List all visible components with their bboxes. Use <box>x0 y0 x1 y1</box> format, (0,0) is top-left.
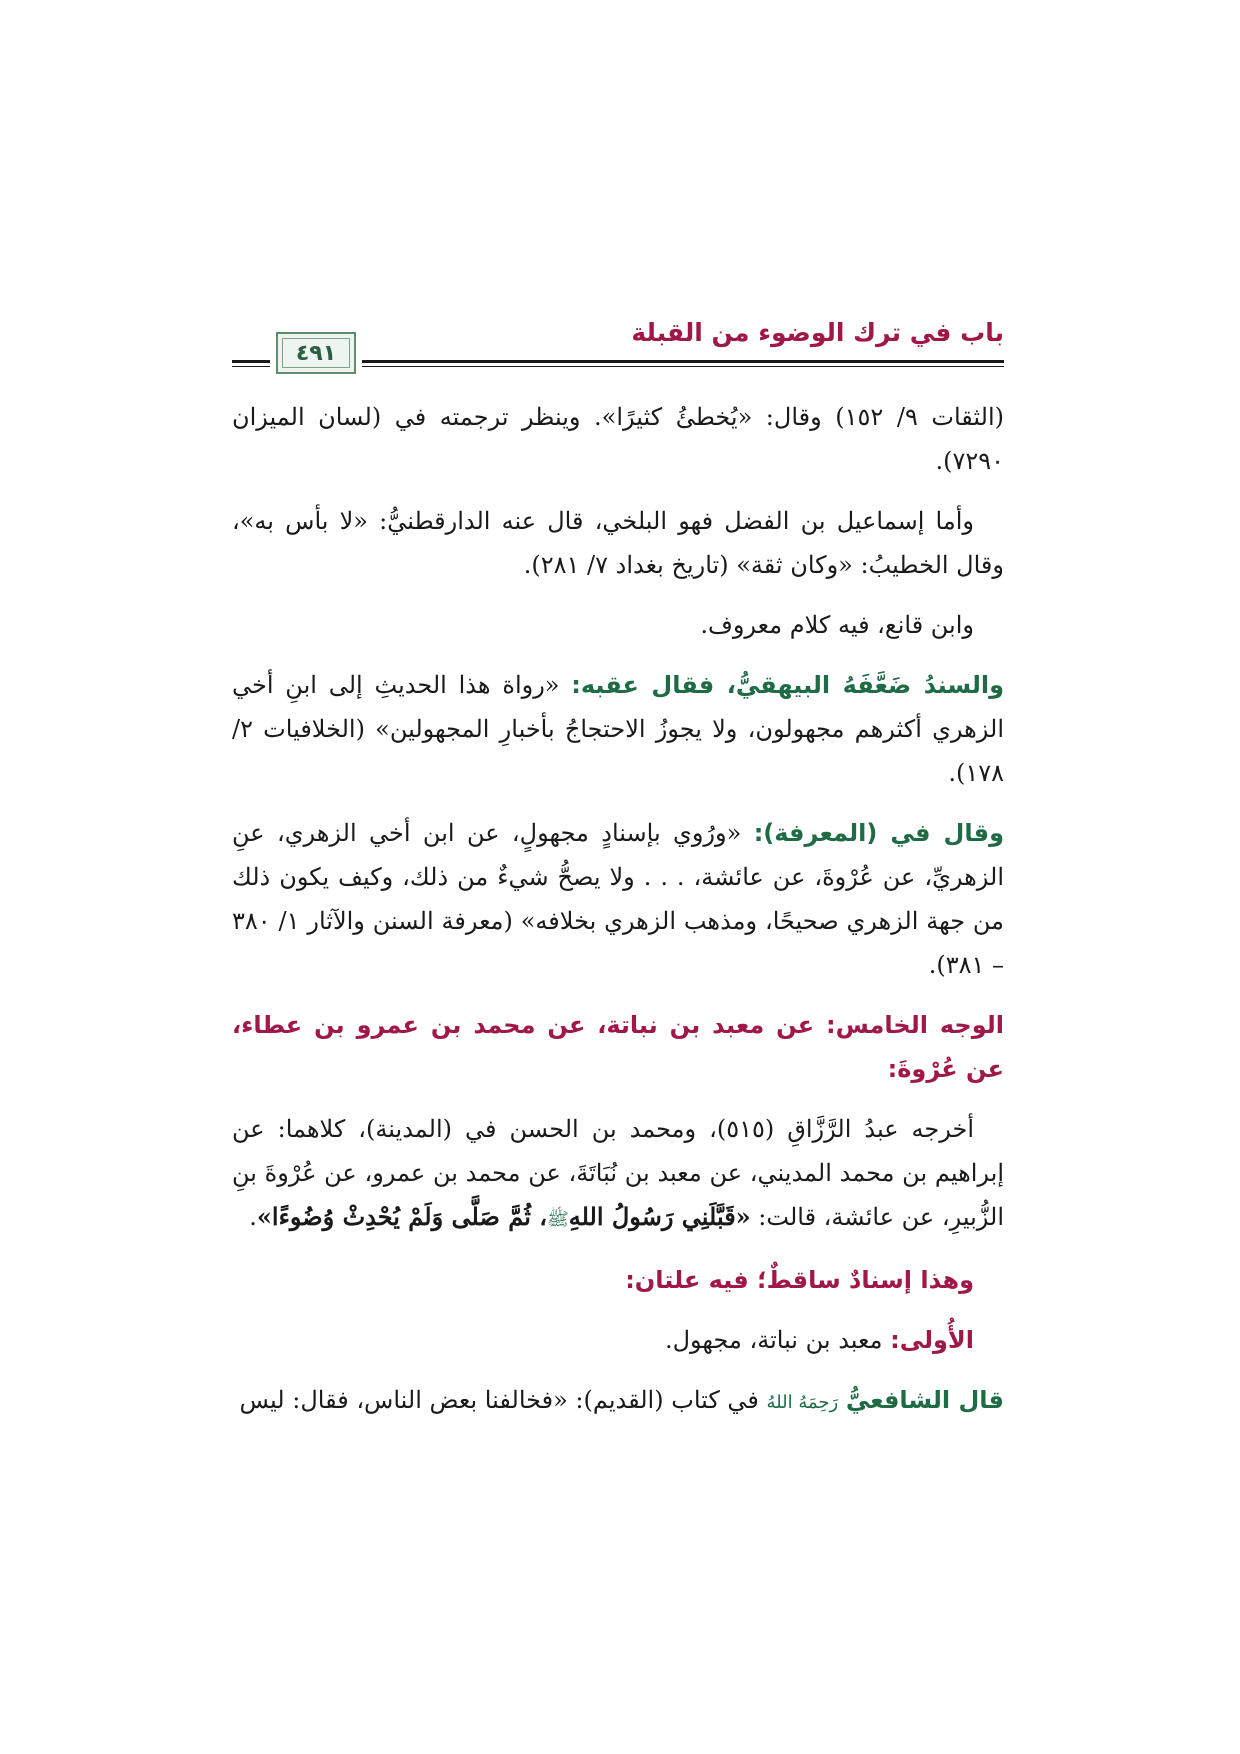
paragraph-text: «ورُوي بإسنادٍ مجهولٍ، عن ابن أخي الزهري، عنِ الزهريِّ، عن عُرْوةَ، عن عائشة، . . . ولا يصحُّ شيءٌ من ذلك، وكيف يكون ذلك من جهة الزهري صحيحًا، ومذهب الزهري بخلافه» (معرفة السنن والآثار ١/ ٣٨٠ – ٣٨١). <box>232 819 1005 979</box>
header-rule-left <box>232 360 270 363</box>
paragraph-text: «رواة هذا الحديثِ إلى ابنِ أخي الزهري أكثرهم مجهولون، ولا يجوزُ الاحتجاجُ بأخبارِ المجهولين» (الخلافيات ٢/ ١٧٨). <box>232 671 1004 787</box>
paragraph-text: أخرجه عبدُ الرَّزَّاقِ (٥١٥)، ومحمد بن الحسن في (المدينة)، كلاهما: عن إبراهيم بن محمد المديني، عن معبد بن نُبَاتَةَ، عن محمد بن عمرو، عن عُرْوةَ بنِ الزُّبيرِ، عن عائشة، قالت: <box>232 1115 1004 1231</box>
header-rule-left-thin <box>232 366 270 367</box>
paragraph-text: معبد بن نباتة، مجهول. <box>664 1326 891 1354</box>
page-number-badge <box>276 332 356 374</box>
chapter-title: باب في ترك الوضوء من القبلة <box>631 318 1004 347</box>
paragraph: (الثقات ٩/ ١٥٢) وقال: «يُخطئُ كثيرًا». وينظر ترجمته في (لسان الميزان ٧٢٩٠). <box>232 403 1005 475</box>
paragraph-lead: قال الشافعيُّ <box>845 1386 1004 1414</box>
paragraph-lead: والسندُ ضَعَّفَهُ البيهقيُّ، فقال عقبه: <box>571 671 1004 699</box>
section-heading: الوجه الخامس: عن معبد بن نباتة، عن محمد بن عمرو بن عطاء، عن عُرْوةَ: <box>232 1011 1004 1083</box>
section-subheading: وهذا إسنادٌ ساقطٌ؛ فيه علتان: <box>625 1266 974 1294</box>
header-rule-thin <box>362 366 1004 367</box>
paragraph <box>232 1318 1004 1362</box>
paragraph <box>232 811 1004 987</box>
paragraph-end: . <box>249 1203 257 1231</box>
page-header <box>232 318 1004 378</box>
paragraph: وأما إسماعيل بن الفضل فهو البلخي، قال عنه الدارقطنيُّ: «لا بأس به»، وقال الخطيبُ: «وكان ثقة» (تاريخ بغداد ٧/ ٢٨١). <box>232 507 1004 579</box>
header-rule <box>362 360 1004 363</box>
hadith-quote: «قَبَّلَنِي رَسُولُ اللهِ <box>568 1202 751 1231</box>
hadith-quote-end: ، ثُمَّ صَلَّى وَلَمْ يُحْدِثْ وُضُوءًا» <box>256 1202 547 1231</box>
paragraph <box>232 1107 1004 1242</box>
paragraph-lead: وقال في (المعرفة): <box>753 819 1005 847</box>
page-body <box>232 395 1004 1441</box>
paragraph <box>232 1378 1004 1425</box>
paragraph <box>232 663 1004 795</box>
paragraph: وابن قانع، فيه كلام معروف. <box>700 611 974 639</box>
paragraph-text: في كتاب (القديم): «فخالفنا بعض الناس، فقال: ليس <box>239 1386 767 1414</box>
salawat-symbol: ﷺ <box>546 1209 569 1230</box>
honorific-symbol: رَحِمَهُ اللهُ <box>766 1392 839 1413</box>
paragraph-lead: الأُولى: <box>890 1326 974 1354</box>
page-number: ٤٩١ <box>295 340 337 366</box>
